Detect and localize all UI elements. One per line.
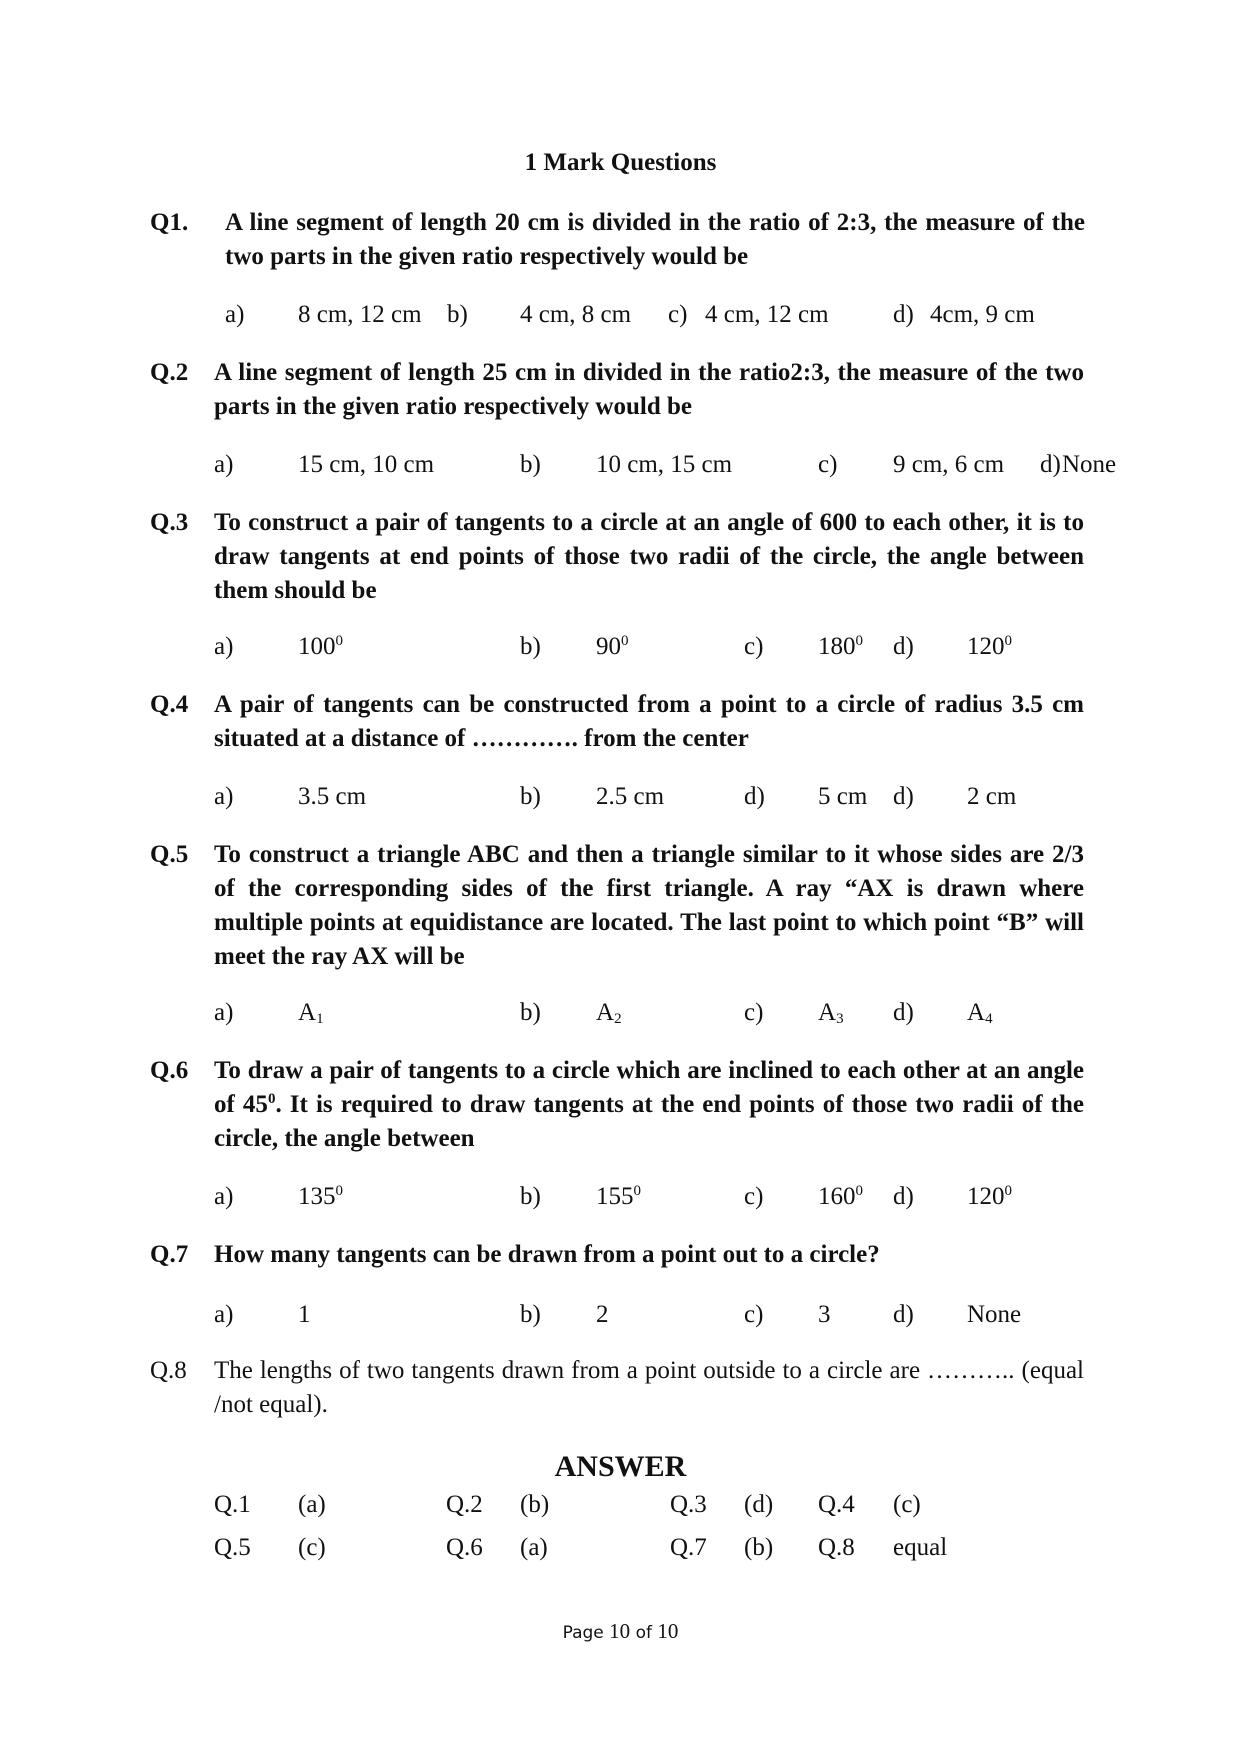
page-title: 1 Mark Questions bbox=[524, 149, 717, 176]
answer-value: (b) bbox=[520, 1491, 550, 1518]
question-number: Q.8 bbox=[150, 1357, 187, 1384]
answer-value: equal bbox=[893, 1534, 948, 1561]
footer-total-pages: 10 bbox=[657, 1619, 679, 1643]
option-value: $120^0$ bbox=[967, 633, 1012, 660]
answer-value: (c) bbox=[298, 1534, 326, 1561]
option-label: a) bbox=[214, 783, 234, 810]
option-value: $120^0$ bbox=[967, 1183, 1012, 1210]
question-text: To construct a pair of tangents to a circle at an angle of 600 to each other, it is to draw tangents at end points of those two radii of the circle, the angle between them should be bbox=[214, 509, 1084, 604]
option-value: 2.5 cm bbox=[596, 783, 665, 810]
option-value: 8 cm, 12 cm bbox=[298, 301, 422, 328]
option-value: None bbox=[1062, 451, 1117, 478]
answer-question: Q.2 bbox=[446, 1491, 483, 1518]
option-value: $160^0$ bbox=[818, 1183, 863, 1210]
option-value: 4cm, 9 cm bbox=[930, 301, 1035, 328]
option-label: d) bbox=[1040, 451, 1061, 478]
option-value: 3 bbox=[818, 1301, 831, 1328]
answer-value: (c) bbox=[893, 1491, 921, 1518]
option-label: d) bbox=[893, 1301, 914, 1328]
option-value: $90^0$ bbox=[596, 633, 629, 660]
question-text: To construct a triangle ABC and then a triangle similar to it whose sides are 2/3 of the corresponding sides of the first triangle. A ray “AX is drawn where multiple points at equidistance are located. The last point to which point “B” will meet the ray AX will be bbox=[214, 841, 1084, 970]
option-value: 5 cm bbox=[818, 783, 868, 810]
question-text: How many tangents can be drawn from a point out to a circle? bbox=[214, 1241, 880, 1268]
option-label: a) bbox=[214, 1301, 234, 1328]
option-label: d) bbox=[893, 999, 914, 1026]
option-label: a) bbox=[214, 451, 234, 478]
option-label: d) bbox=[893, 301, 914, 328]
option-label: d) bbox=[893, 1183, 914, 1210]
answer-value: (a) bbox=[520, 1534, 548, 1561]
option-label: a) bbox=[214, 999, 234, 1026]
question-text: To draw a pair of tangents to a circle which are inclined to each other at an angle of $45^0$. It is required to draw tangents at the end points of those two radii of the circle, the angle between bbox=[214, 1057, 1084, 1152]
option-value: None bbox=[967, 1301, 1022, 1328]
answer-question: Q.7 bbox=[670, 1534, 707, 1561]
question-text: A line segment of length 25 cm in divided in the ratio2:3, the measure of the two parts in the given ratio respectively would be bbox=[214, 359, 1084, 420]
option-value: 3.5 cm bbox=[298, 783, 367, 810]
option-value: $135^0$ bbox=[298, 1183, 343, 1210]
question-number: Q.3 bbox=[150, 509, 189, 536]
question-text: A pair of tangents can be constructed from a point to a circle of radius 3.5 cm situated at a distance of …………. from the center bbox=[214, 691, 1084, 752]
option-label: c) bbox=[744, 1183, 764, 1210]
option-value: $180^0$ bbox=[818, 633, 863, 660]
option-value: 10 cm, 15 cm bbox=[596, 451, 733, 478]
option-label: c) bbox=[744, 633, 764, 660]
option-value: 2 bbox=[596, 1301, 609, 1328]
option-value: 4 cm, 12 cm bbox=[705, 301, 829, 328]
option-label: d) bbox=[893, 633, 914, 660]
answer-question: Q.3 bbox=[670, 1491, 707, 1518]
option-value: $A_3$ bbox=[818, 999, 844, 1027]
answer-value: (a) bbox=[298, 1491, 326, 1518]
answer-question: Q.6 bbox=[446, 1534, 483, 1561]
option-value: $A_2$ bbox=[596, 999, 622, 1027]
option-label: c) bbox=[818, 451, 838, 478]
option-label: d) bbox=[744, 783, 765, 810]
option-label: b) bbox=[520, 783, 541, 810]
option-value: $A_4$ bbox=[967, 999, 993, 1027]
question-number: Q.5 bbox=[150, 841, 189, 868]
option-label: b) bbox=[520, 451, 541, 478]
footer-current-page: 10 bbox=[609, 1619, 631, 1643]
option-label: b) bbox=[520, 633, 541, 660]
footer-of-word: of bbox=[635, 1623, 652, 1643]
question-number: Q1. bbox=[150, 209, 189, 236]
option-value: 4 cm, 8 cm bbox=[520, 301, 632, 328]
question-text: The lengths of two tangents drawn from a point outside to a circle are ……….. (equal /not equal). bbox=[214, 1357, 1084, 1418]
answer-question: Q.4 bbox=[818, 1491, 855, 1518]
question-text: A line segment of length 20 cm is divided in the ratio of 2:3, the measure of the two parts in the given ratio respectively would be bbox=[225, 209, 1085, 270]
answer-value: (d) bbox=[744, 1491, 774, 1518]
option-label: a) bbox=[225, 301, 245, 328]
option-label: b) bbox=[520, 1301, 541, 1328]
question-number: Q.4 bbox=[150, 691, 189, 718]
option-value: $155^0$ bbox=[596, 1183, 641, 1210]
answer-heading: ANSWER bbox=[554, 1450, 687, 1483]
option-value: 2 cm bbox=[967, 783, 1017, 810]
option-label: c) bbox=[744, 999, 764, 1026]
option-label: b) bbox=[447, 301, 468, 328]
question-number: Q.6 bbox=[150, 1057, 189, 1084]
option-label: a) bbox=[214, 633, 234, 660]
option-label: a) bbox=[214, 1183, 234, 1210]
option-label: b) bbox=[520, 1183, 541, 1210]
answer-question: Q.5 bbox=[214, 1534, 251, 1561]
question-number: Q.7 bbox=[150, 1241, 189, 1268]
answer-value: (b) bbox=[744, 1534, 774, 1561]
page-footer bbox=[0, 1618, 1241, 1646]
option-value: 15 cm, 10 cm bbox=[298, 451, 435, 478]
option-value: $A_1$ bbox=[298, 999, 324, 1027]
option-value: 9 cm, 6 cm bbox=[893, 451, 1005, 478]
question-number: Q.2 bbox=[150, 359, 189, 386]
footer-page-word: Page bbox=[562, 1623, 604, 1643]
option-label: c) bbox=[744, 1301, 764, 1328]
option-value: 1 bbox=[298, 1301, 311, 1328]
answer-question: Q.8 bbox=[818, 1534, 855, 1561]
option-label: b) bbox=[520, 999, 541, 1026]
option-label: c) bbox=[668, 301, 688, 328]
answer-question: Q.1 bbox=[214, 1491, 251, 1518]
option-value: $100^0$ bbox=[298, 633, 343, 660]
option-label: d) bbox=[893, 783, 914, 810]
